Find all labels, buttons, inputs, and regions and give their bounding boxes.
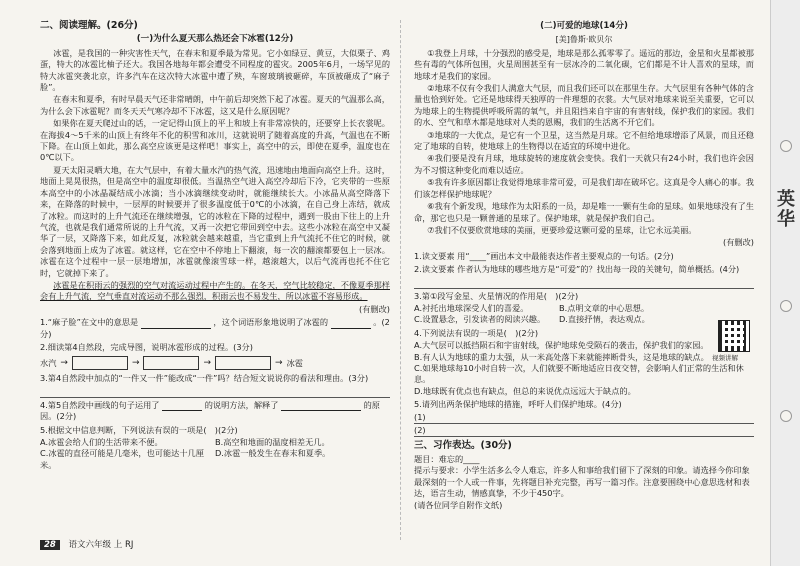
answer-blank[interactable]	[162, 401, 202, 411]
answer-blank[interactable]	[141, 319, 211, 329]
answer-line-1[interactable]: (1)	[414, 412, 754, 424]
option-d[interactable]: D.冰雹一般发生在春末和夏季。	[215, 448, 331, 459]
option-d[interactable]: D.地球既有优点也有缺点，但总的来说优点远远大于缺点的。	[414, 385, 636, 396]
option-b[interactable]: B.点明文章的中心思想。	[559, 302, 650, 313]
option-c[interactable]: C.设置悬念，引发读者的阅读兴趣。	[414, 314, 546, 325]
option-b[interactable]: B.有人认为地球的重力太强，从一米高处落下来就能摔断骨头，这是地球的缺点。	[414, 351, 709, 362]
arrow-icon: →	[60, 357, 68, 368]
p2-q3-options-row1	[414, 303, 704, 314]
question-1: 1.“麻子脸”在文中的意思是 ，这个词语形象地说明了冰雹的 。(2分)	[40, 317, 390, 339]
arrow-icon: →	[203, 357, 212, 368]
p2-question-4: 4.下列说法有误的一项是( )(2分)	[414, 327, 539, 338]
option-c[interactable]: C.冰雹的直径可能是几毫米，也可能达十几厘米。	[40, 448, 204, 470]
option-a[interactable]: A.衬托出地球深受人们的喜爱。	[414, 302, 529, 313]
passage2-para-1: ①我登上月球，十分强烈的感受是，地球是那么孤零零了。遥远的那边，金星和火星都被那些有毒的气体所包围，火星周围甚至有一层冰冷的二氧化碳，它们都是不计人喜欢的星球，而地球才是我们的家园。	[414, 47, 754, 81]
flow-end-label: 冰雹	[286, 357, 303, 368]
column-divider	[400, 20, 402, 540]
option-c[interactable]: C.如果地球每10小时自转一次，人们就要不断地适应日夜交替，会影响人们正常的生活和休息。	[414, 362, 744, 385]
passage1-para-2: 在春末和夏季，有时早晨天气还非常晴朗，中午前后却突然下起了冰雹。夏天的气温那么高，为什么会下冰雹呢？而冬天天气寒冷却不下冰雹，这又是什么原因呢？	[40, 94, 390, 116]
binding-ring-icon	[780, 410, 792, 422]
question-5: 5.根据文中信息判断，下列说法有误的一项是( )(2分)	[40, 424, 238, 435]
passage2-title: (二)可爱的地球(14分)	[540, 21, 628, 31]
question-2: 2.细读第4自然段，完成导图，说明冰雹形成的过程。(3分)	[40, 341, 253, 352]
q5-options-row2	[40, 448, 390, 471]
passage2-para-4: ④我们要是没有月球，地球旋转的速度就会变快。我们一天就只有24小时，我们也许会因为不习惯这种变化而难以适应。	[414, 153, 754, 175]
flow-box[interactable]	[72, 356, 128, 370]
passage1-source: (有删改)	[359, 303, 390, 314]
passage1-para-5: 冰雹是在积雨云的强烈的空气对流运动过程中产生的。在冬天，空气比较稳定，不像夏季那样会有上升气流，空气垂直对流运动不那么强烈，积雨云也不易发生，所以冰雹不容易形成。	[40, 279, 390, 302]
p2-question-2: 2.读文要素 作者认为地球的哪些地方是“可爱”的？找出每一段的关键句，简单概括。(4分)	[414, 264, 740, 275]
binding-spine	[770, 0, 800, 566]
book-label: 语文六年级 上 RJ	[68, 540, 134, 550]
section-reading-heading: 二、阅读理解。(26分)	[40, 20, 138, 31]
p2-question-1: 1.读文要素 用“____”画出本文中最能表达作者主要观点的一句话。(2分)	[414, 250, 674, 261]
option-a[interactable]: A.大气层可以抵挡陨石和宇宙射线，保护地球免受陨石的袭击，保护我们的家园。	[414, 340, 709, 351]
passage2-para-5: ⑤我有许多原因都让我觉得地球非常可爱，可是我们却在破坏它。这真是令人痛心的事。我们该怎样保护地球呢？	[414, 177, 754, 199]
question-3: 3.第4自然段中加点的“一件又一件”能改成“一件”吗？结合短文说说你的看法和理由。(3分)	[40, 373, 369, 384]
brand-logo: 英华	[777, 189, 795, 230]
flow-start-label: 水汽	[40, 357, 57, 368]
passage2-author: [美]鲁斯·欧贝尔	[555, 35, 613, 45]
answer-line[interactable]	[40, 386, 390, 398]
p2-question-3: 3.第①段写金星、火星情况的作用是( )(2分)	[414, 290, 579, 301]
essay-requirements: 提示与要求：小学生活多么令人难忘，许多人和事给我们留下了深刻的印象。请选择今你印象最深刻的一个人或一件事，先将题目补充完整，再写一篇习作。注意要围绕中心意思选材和表达，语言生动，情感真挚，不少于450字。	[414, 465, 750, 499]
answer-line[interactable]	[414, 277, 754, 289]
answer-blank[interactable]	[331, 319, 371, 329]
left-column	[40, 20, 390, 471]
section-writing-heading: 三、习作表达。(30分)	[414, 439, 512, 451]
p2-q3-options-row2	[414, 314, 704, 325]
option-b[interactable]: B.高空和地面的温度相差无几。	[215, 437, 330, 447]
essay-title: 题目：难忘的____	[414, 454, 480, 464]
essay-note: (请各位同学自附作文纸)	[414, 499, 503, 510]
passage1-para-3: 如果你在夏天爬过山的话，一定记得山顶上的平上和坡上有非常凉快的，还要穿上长衣裳呢。在海拔4～5千米的山顶上有终年不化的积雪和冰川，这就说明了随着高度的升高，气温也在不断下降。在山顶上如此，那么高空应该更是这样吧！事实上，高空中的云，即使在夏季，温度也在0℃以下。	[40, 118, 390, 163]
right-column	[414, 20, 754, 511]
passage1-para-1: 冰雹，是我国的一种灾害性天气，在春末和夏季最为常见。它小如绿豆、黄豆，大似栗子、鸡蛋，特大的冰雹比柚子还大。我国各地每年都会遭受不同程度的雹灾。2005年6月，一场罕见的特大冰雹突袭北京，许多汽车在这次特大冰雹中遭了殃，车窗玻璃被砸碎，车顶被砸成了“麻子脸”。	[40, 47, 390, 93]
option-d[interactable]: D.直接抒情，表达观点。	[559, 314, 650, 325]
flow-box[interactable]	[215, 356, 271, 370]
passage1-para-4: 夏天太阳灵晒大地，在大气层中，有着大量水汽的热气流，迅速地由地面向高空上升。这时，地面上晃晃很热，但是高空中的温度却很低。当温热空气进入高空冷却后下冷，它夹带的一些原本高空中的小冰晶凝结成小冰滴；当小冰滴继续变动时，就能继续长大。小冰晶从高空降落下来，在降落的时候中，一层厚的时候要并了很多温度低于0℃的小冰滴，在自己身上冻结，就成了冰粒。而这时的上升气流还在继续增强，它的冰粒在下降的过程中，遇到一股由下往上的上升气流，也就是我们通常所说的上升气流，又再一次把它带回到空中去。这些小冰粒在高空中又凝华了一层，又降落下来，如此反复，冰粒就会越来越重，当它重到上升气流托不住它的时候，就会落到地面上成为了冰雹。就这样，它在空中不停地上下翻滚，每一次的翻滚都要包上一层冰。冰雹在这个过程中一层一层地增加，冰雹就像滚雪球一样，越滚越大，以后气流再也托不住它时，它就掉下来了。	[40, 164, 390, 278]
qr-code-label: 视频讲解	[712, 354, 738, 362]
page-footer	[40, 538, 133, 550]
q5-options-row1	[40, 437, 390, 448]
binding-ring-icon	[780, 300, 792, 312]
passage2-para-6: ⑥我有个新发现，地球作为太阳系的一员，却是唯一一颗有生命的星球。如果地球没有了生命，那它也只是一颗普通的星球了。保护地球，就是保护我们自己。	[414, 201, 754, 223]
formation-flowchart	[40, 356, 390, 370]
answer-line-2[interactable]: (2)	[414, 425, 754, 437]
arrow-icon: →	[131, 357, 140, 368]
answer-blank[interactable]	[281, 401, 361, 411]
passage2-para-7: ⑦我们不仅要欣赏地球的美丽，更要珍爱这颗可爱的星球，让它永远美丽。	[427, 224, 697, 235]
passage1-title: (一)为什么夏天那么热还会下冰雹(12分)	[136, 34, 294, 45]
qr-code-icon[interactable]	[718, 320, 750, 352]
flow-box[interactable]	[143, 356, 199, 370]
question-4: 4.第5自然段中画线的句子运用了 的说明方法，解释了 的原因。(2分)	[40, 399, 380, 422]
page-number: 28	[40, 540, 60, 550]
arrow-icon: →	[275, 357, 283, 368]
option-a[interactable]: A.冰雹会给人们的生活带来不便。	[40, 437, 163, 447]
passage2-source: (有删改)	[723, 237, 754, 248]
passage2-para-2: ②地球不仅有令我们人满意大气层，而且我们还可以在那里生存。大气层里有各种气体的含量也恰到好处。它还是地球得天独厚的一件理想的衣裳。大气层对地球来说至关重要，它可以为地球上的生物提供呼吸所需的氧气，并且阻挡来自宇宙的有害射线，保护我们的家园。我们的水、空气和草木都是地球对人类的恩赐，我们的生活离不开它们。	[414, 83, 754, 128]
passage2-para-3: ③地球的一大优点，是它有一个卫星，这当然是月球。它不但给地球增添了风景，而且还稳定了地球的自转，使地球上的生物得以在适宜的环境中进化。	[414, 129, 754, 152]
p2-question-5: 5.请列出两条保护地球的措施，呼吁人们保护地球。(4分)	[414, 399, 622, 410]
binding-ring-icon	[780, 140, 792, 152]
